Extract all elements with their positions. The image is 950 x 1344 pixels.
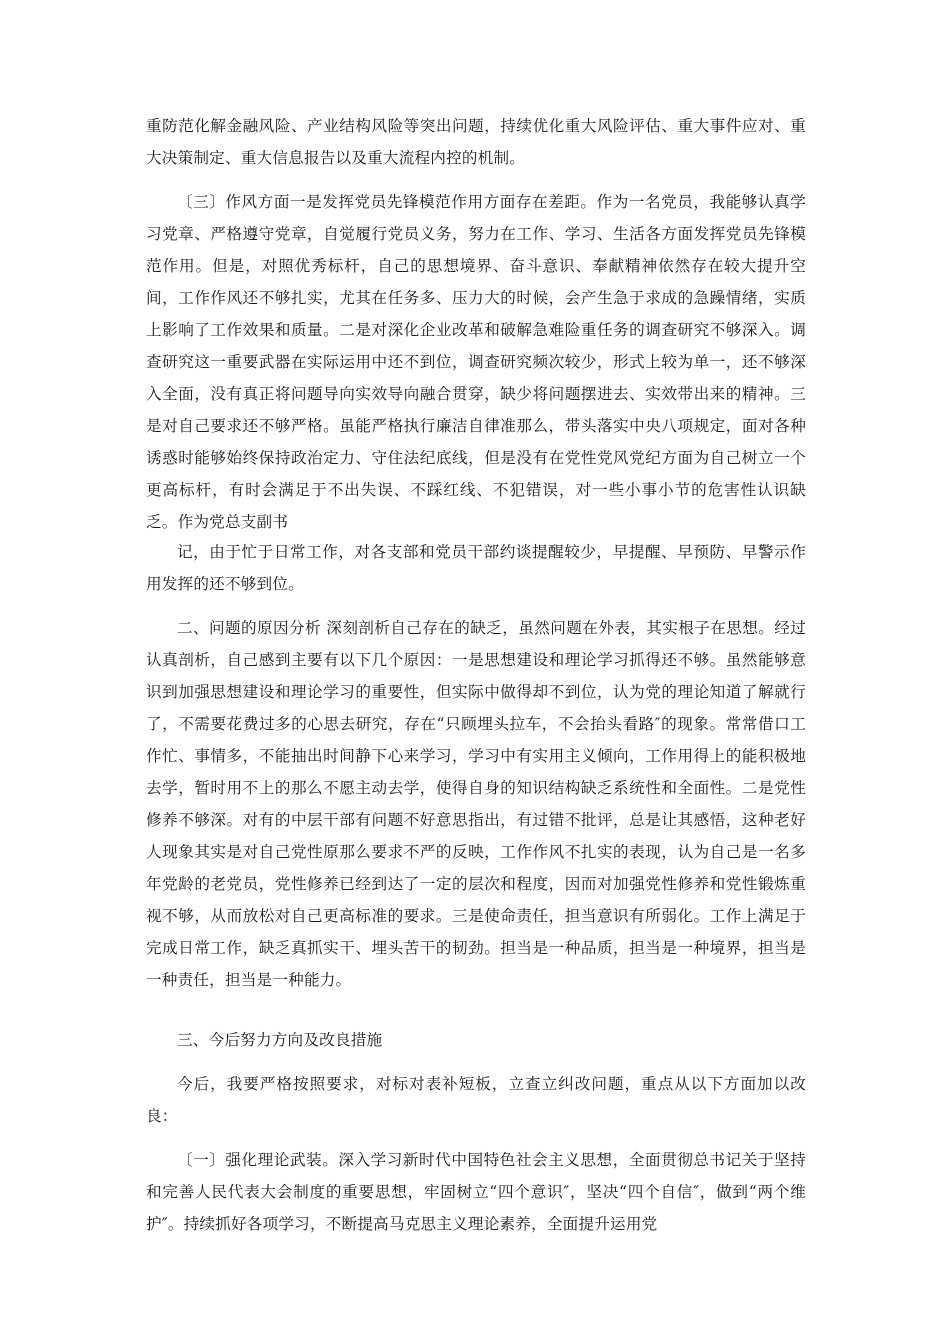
paragraph-deputy-secretary: 记，由于忙于日常工作，对各支部和党员干部约谈提醒较少，早提醒、早预防、早警示作用发挥的还不够到位。 — [146, 543, 806, 593]
section-heading-improvement: 三、今后努力方向及改良措施 — [177, 1031, 383, 1049]
paragraph-work-style: 〔三〕作风方面一是发挥党员先锋模范作用方面存在差距。作为一名党员，我能够认真学习党章、严格遵守党章，自觉履行党员义务，努力在工作、学习、生活各方面发挥党员先锋模范作用。但是，对照优秀标杆，自己的思想境界、奋斗意识、奉献精神依然存在较大提升空间，工作作风还不够扎实，尤其在任务多、压力大的时候，会产生急于求成的急躁情绪，实质上影响了工作效果和质量。二是对深化企业改革和破解急难险重任务的调查研究不够深入。调查研究这一重要武器在实际运用中还不到位，调查研究频次较少，形式上较为单一，还不够深入全面，没有真正将问题导向实效导向融合贯穿，缺少将问题摆进去、实效带出来的精神。三是对自己要求还不够严格。虽能严格执行廉洁自律准那么，带头落实中央八项规定，面对各种诱惑时能够始终保持政治定力、守住法纪底线，但是没有在党性党风党纪方面为自己树立一个更高标杆，有时会满足于不出失误、不踩红线、不犯错误，对一些小事小节的危害性认识缺乏。作为党总支副书 — [146, 193, 806, 531]
paragraph-risk-control: 重防范化解金融风险、产业结构风险等突出问题，持续优化重大风险评估、重大事件应对、重大决策制定、重大信息报告以及重大流程内控的机制。 — [146, 117, 806, 167]
paragraph-improvement-intro: 今后，我要严格按照要求，对标对表补短板，立查立纠改问题，重点从以下方面加以改良： — [146, 1075, 806, 1125]
paragraph-cause-analysis: 二、问题的原因分析 深刻剖析自己存在的缺乏，虽然问题在外表，其实根子在思想。经过认真剖析，自己感到主要有以下几个原因：一是思想建设和理论学习抓得还不够。虽然能够意识到加强思想建设和理论学习的重要性，但实际中做得却不到位，认为党的理论知道了解就行了，不需要花费过多的心思去研究，存在“只顾埋头拉车，不会抬头看路″的现象。常常借口工作忙、事情多，不能抽出时间静下心来学习，学习中有实用主义倾向，工作用得上的能积极地去学，暂时用不上的那么不愿主动去学，使得自身的知识结构缺乏系统性和全面性。二是党性修养不够深。对有的中层干部有问题不好意思指出，有过错不批评，总是让其感悟，这种老好人现象其实是对自己党性原那么要求不严的反映，工作作风不扎实的表现，认为自己是一名多年党龄的老党员，党性修养已经到达了一定的层次和程度，因而对加强党性修养和党性锻炼重视不够，从而放松对自己更高标准的要求。三是使命责任，担当意识有所弱化。工作上满足于完成日常工作，缺乏真抓实干、埋头苦干的韧劲。担当是一种品质，担当是一种境界，担当是一种责任，担当是一种能力。 — [146, 619, 806, 989]
paragraph-theory-arming: 〔一〕强化理论武装。深入学习新时代中国特色社会主义思想，全面贯彻总书记关于坚持和完善人民代表大会制度的重要思想，牢固树立“四个意识″，坚决“四个自信″，做到“两个维护″。持续抓好各项学习，不断提高马克思主义理论素养，全面提升运用党 — [146, 1151, 806, 1233]
